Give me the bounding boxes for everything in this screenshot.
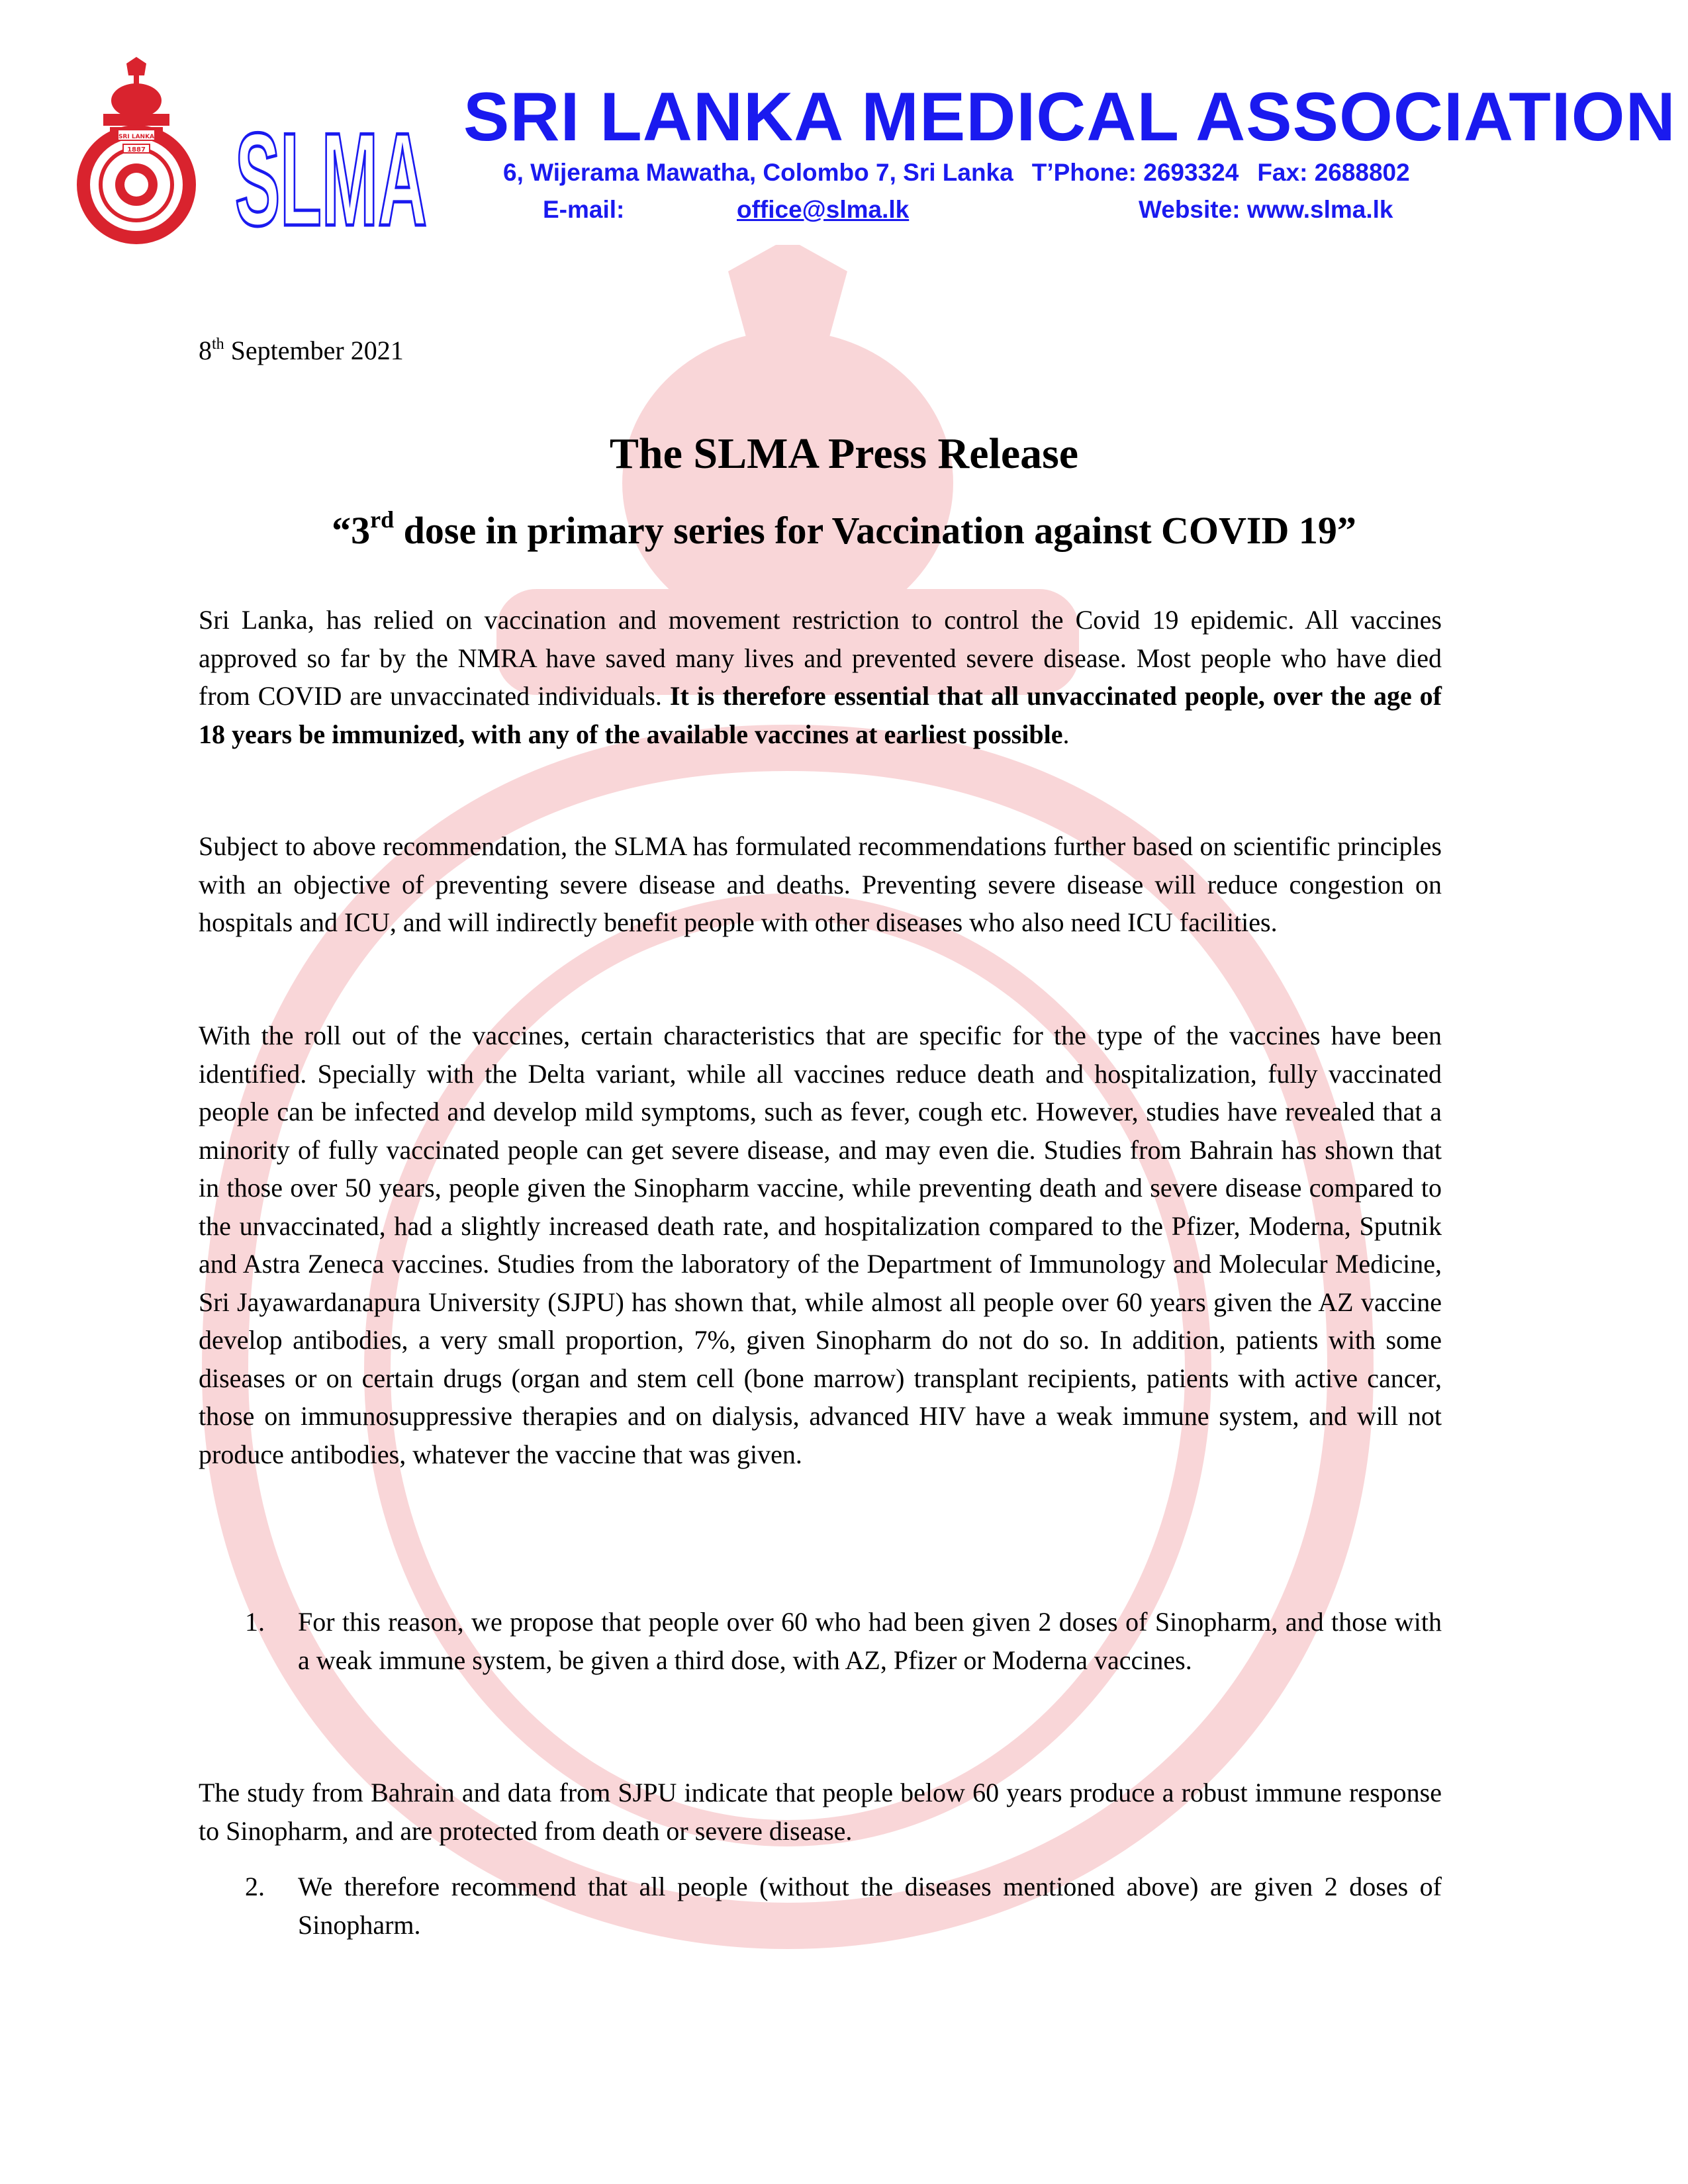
paragraph-recommendations: Subject to above recommendation, the SLMA has formulated recommendations further based on scientific principles with an objective of preventing severe disease and deaths. Preventing severe disease will reduce congestion on hospitals and ICU, and will indirectly benefit people with other diseases who also need ICU facilities. xyxy=(199,831,1442,937)
list-text: We therefore recommend that all people (without the diseases mentioned above) are given 2 doses of Sinopharm. xyxy=(298,1872,1442,1940)
svg-text:SRI LANKA: SRI LANKA xyxy=(118,134,155,140)
subtitle-start: “3 xyxy=(332,509,371,552)
slma-text-logo xyxy=(232,99,430,238)
press-release-subtitle xyxy=(0,508,1688,553)
list-number: 2. xyxy=(245,1872,265,1901)
document-date xyxy=(199,335,404,366)
list-number: 1. xyxy=(245,1607,265,1637)
fax-number: Fax: 2688802 xyxy=(1257,159,1410,186)
website-link[interactable]: Website: www.slma.lk xyxy=(1139,196,1393,223)
phone-number: T’Phone: 2693324 xyxy=(1031,159,1239,186)
contact-line xyxy=(503,159,1429,187)
date-day: 8 xyxy=(199,336,212,365)
date-suffix: th xyxy=(212,336,224,353)
email-link[interactable]: office@slma.lk xyxy=(737,196,910,223)
paragraph-intro-end: . xyxy=(1062,719,1070,749)
paragraph-intro xyxy=(199,601,1442,753)
subtitle-superscript: rd xyxy=(370,506,395,533)
paragraph-bahrain-study: The study from Bahrain and data from SJPU indicate that people below 60 years produce a robust immune response to Sinopharm, and are protected from death or severe disease. xyxy=(199,1778,1442,1846)
press-release-title: The SLMA Press Release xyxy=(609,430,1079,478)
svg-text:SLMA: SLMA xyxy=(235,106,427,238)
subtitle-rest: dose in primary series for Vaccination against COVID 19” xyxy=(394,509,1356,552)
address: 6, Wijerama Mawatha, Colombo 7, Sri Lanka xyxy=(503,159,1013,186)
paragraph-intro-emphasis: It is therefore essential that all unvaccinated people, over the age of 18 years be immunized, with any of the available vaccines at earliest possible xyxy=(199,681,1442,749)
paragraph-intro-text: Sri Lanka, has relied on vaccination and movement restriction to control the Covid 19 epidemic. All vaccines approved so far by the NMRA have saved many lives and prevented severe disease. Most people who have died from COVID are unvaccinated individuals. xyxy=(199,605,1442,711)
svg-text:1887: 1887 xyxy=(127,146,146,154)
organization-name: SRI LANKA MEDICAL ASSOCIATION xyxy=(463,79,1676,156)
date-month-year: September 2021 xyxy=(230,336,404,365)
email-label: E-mail: xyxy=(543,196,625,223)
paragraph-vaccine-characteristics: With the roll out of the vaccines, certain characteristics that are specific for the type of the vaccines have been identified. Specially with the Delta variant, while all vaccines reduce death and hospitalization, fully vaccinated people can be infected and develop mild symptoms, such as fever, cough etc. However, studies have revealed that a minority of fully vaccinated people can get severe disease, and may even die. Studies from Bahrain has shown that in those over 50 years, people given the Sinopharm vaccine, while preventing death and severe disease compared to the unvaccinated, had a slightly increased death rate, and hospitalization compared to the Pfizer, Moderna, Sputnik and Astra Zeneca vaccines. Studies from the laboratory of the Department of Immunology and Molecular Medicine, Sri Jayawardanapura University (SJPU) has shown that, while almost all people over 60 years given the AZ vaccine develop antibodies, a very small proportion, 7%, given Sinopharm do not do so. In addition, patients with some diseases or on certain drugs (organ and stem cell (bone marrow) transplant recipients, patients with active cancer, those on immunosuppressive therapies and on dialysis, advanced HIV have a weak immune system, and will not produce antibodies, whatever the vaccine that was given. xyxy=(199,1021,1442,1469)
slma-seal-logo xyxy=(64,56,209,248)
list-text: For this reason, we propose that people over 60 who had been given 2 doses of Sinopharm, and those with a weak immune system, be given a third dose, with AZ, Pfizer or Moderna vaccines. xyxy=(298,1607,1442,1675)
